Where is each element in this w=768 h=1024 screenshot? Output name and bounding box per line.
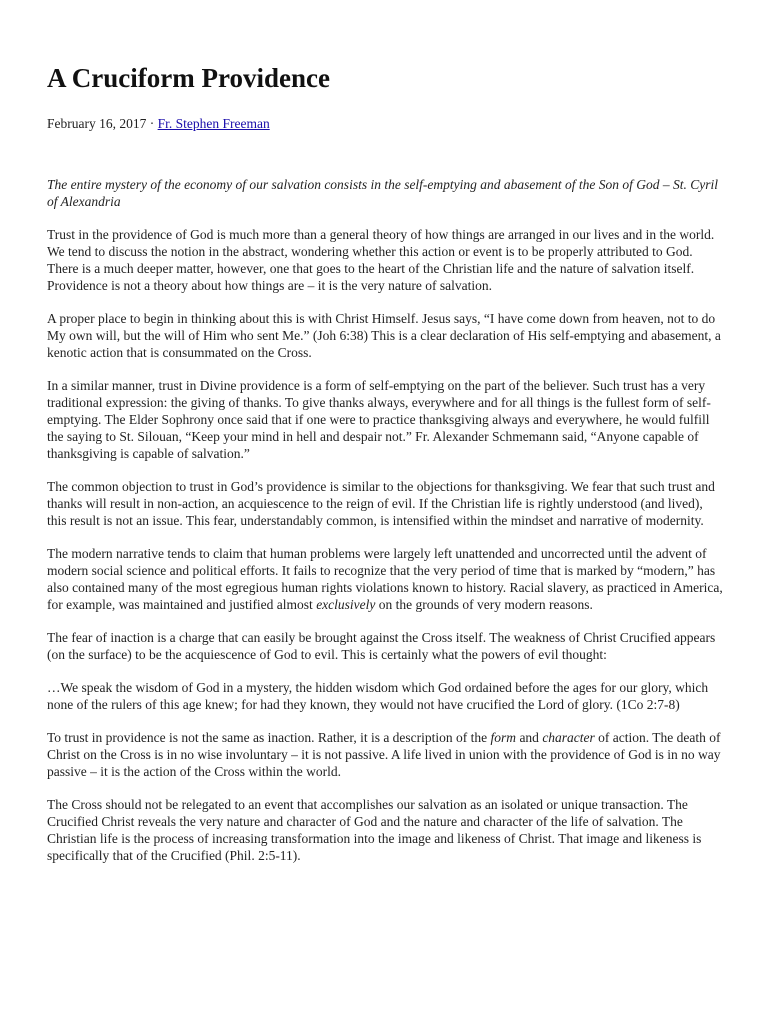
paragraph-8-a: To trust in providence is not the same as inaction. Rather, it is a description of the: [47, 730, 491, 745]
article-body: [47, 176, 724, 864]
paragraph-9: The Cross should not be relegated to an event that accomplishes our salvation as an isolated or unique transaction. The Crucified Christ reveals the very nature and character of God and the nature and character of the life of salvation. The Christian life is the process of increasing transformation into the image and likeness of Christ. That image and likeness is specifically that of the Crucified (Phil. 2:5-11).: [47, 797, 702, 863]
paragraph-8-character: character: [542, 730, 595, 745]
paragraph-2: A proper place to begin in thinking about this is with Christ Himself. Jesus says, “I have come down from heaven, not to do My own will, but the will of Him who sent Me.” (Joh 6:38) This is a clear declaration of His self-emptying and abasement, a kenotic action that is consummated on the Cross.: [47, 311, 721, 360]
paragraph-8: [47, 729, 724, 780]
epigraph: The entire mystery of the economy of our salvation consists in the self-emptying and abasement of the Son of God – St. Cyril of Alexandria: [47, 177, 719, 209]
paragraph-8-b: and: [516, 730, 543, 745]
paragraph-8-c: of action. The death of Christ on the Cross is in no wise involuntary – it is not passive. A life lived in union with the providence of God is in no way passive – it is the action of the Cross within the world.: [47, 730, 721, 779]
paragraph-5-emphasis: exclusively: [316, 597, 376, 612]
paragraph-5: [47, 545, 724, 613]
byline: [47, 115, 724, 132]
paragraph-5-start: The modern narrative tends to claim that human problems were largely left unattended and uncorrected until the advent of modern social science and political efforts. It fails to recognize that the very period of time that is marked by “modern,” has also contained many of the most egregious human rights violations known to history. Racial slavery, as practiced in America, for example, was maintained and justified almost: [47, 546, 723, 612]
page-title: A Cruciform Providence: [47, 63, 330, 93]
paragraph-6: The fear of inaction is a charge that can easily be brought against the Cross itself. The weakness of Christ Crucified appears (on the surface) to be the acquiescence of God to evil. This is certainly what the powers of evil thought:: [47, 630, 716, 662]
post-date: February 16, 2017: [47, 116, 147, 131]
paragraph-3: In a similar manner, trust in Divine providence is a form of self-emptying on the part of the believer. Such trust has a very traditional expression: the giving of thanks. To give thanks always, everywhere and for all things is the fullest form of self-emptying. The Elder Sophrony once said that if one were to practice thanksgiving always and everywhere, he would fulfill the saying to St. Silouan, “Keep your mind in hell and despair not.” Fr. Alexander Schmemann said, “Anyone capable of thanksgiving is capable of salvation.”: [47, 378, 711, 461]
scripture-quote: …We speak the wisdom of God in a mystery, the hidden wisdom which God ordained before the ages for our glory, which none of the rulers of this age knew; for had they known, they would not have crucified the Lord of glory. (1Co 2:7-8): [47, 680, 709, 712]
article: [47, 62, 724, 880]
author-link[interactable]: Fr. Stephen Freeman: [157, 116, 270, 131]
paragraph-8-form: form: [490, 730, 517, 745]
paragraph-5-end: on the grounds of very modern reasons.: [375, 597, 593, 612]
paragraph-1: Trust in the providence of God is much more than a general theory of how things are arranged in our lives and in the world. We tend to discuss the notion in the abstract, wondering whether this action or event is to be properly attributed to God. There is a much deeper matter, however, one that goes to the heart of the Christian life and the nature of salvation itself. Providence is not a theory about how things are – it is the very nature of salvation.: [47, 227, 715, 293]
paragraph-4: The common objection to trust in God’s providence is similar to the objections for thanksgiving. We fear that such trust and thanks will result in non-action, an acquiescence to the reign of evil. If the Christian life is rightly understood (and lived), this result is not an issue. This fear, understandably common, is intensified within the mindset and narrative of modernity.: [47, 479, 715, 528]
byline-separator: ·: [146, 116, 158, 131]
